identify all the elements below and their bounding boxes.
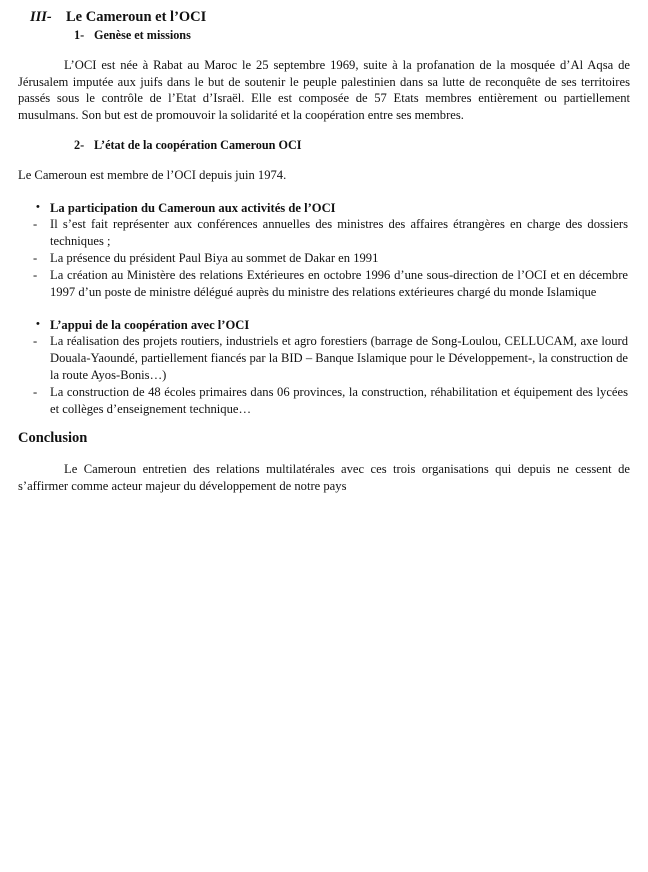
document-content (18, 8, 630, 495)
conclusion-heading: Conclusion (18, 430, 88, 447)
bullet-heading-row (18, 317, 630, 334)
list-item (18, 250, 630, 267)
subsection-title-2: L’état de la coopération Cameroun OCI (94, 137, 302, 152)
paragraph-conclusion: Le Cameroun entretien des relations multilatérales avec ces trois organisations qui depuis ne cessent de s’affirmer comme acteur majeur du développement de notre pays (18, 462, 630, 494)
section-title: Le Cameroun et l’OCI (66, 9, 207, 25)
bullet-heading-appui: L’appui de la coopération avec l’OCI (50, 317, 250, 332)
subsection-heading-1 (18, 28, 630, 44)
subsection-number-1: 1- (74, 27, 85, 42)
bullet-group-appui (18, 317, 630, 418)
section-heading (18, 8, 630, 27)
section-number: III- (30, 9, 52, 25)
list-item (18, 267, 630, 301)
list-item-text: La réalisation des projets routiers, industriels et agro forestiers (barrage de Song-Loulou, CELLUCAM, axe lourd Douala-Yaoundé, partiellement fiancés par la BID – Banque Islamique pour le Développement-, la construction de la route Ayos-Bonis…) (50, 334, 628, 382)
paragraph-genese: L’OCI est née à Rabat au Maroc le 25 septembre 1969, suite à la profanation de la mosquée d’Al Aqsa de Jérusalem imputée aux juifs dans le but de soutenir le peuple palestinien dans sa lutte de reconquête de ses territoires passés sous le contrôle de l’Etat d’Israël. Elle est composée de 57 Etats membres entièrement ou partiellement musulmans. Son but est de promouvoir la solidarité et la coopération entre ses membres. (18, 57, 630, 123)
list-item (18, 384, 630, 418)
list-item-text: Il s’est fait représenter aux conférences annuelles des ministres des affaires étrangères en charge des dossiers techniques ; (50, 217, 628, 249)
list-item (18, 216, 630, 250)
bullet-group-participation (18, 200, 630, 301)
dash-marker-icon: - (33, 384, 38, 399)
list-item-text: La création au Ministère des relations Extérieures en octobre 1996 d’une sous-direction de l’OCI et en décembre 1997 d’un poste de ministre délégué auprès du ministre des relations extérieures chargé du monde Islamique (50, 267, 628, 299)
subsection-heading-2 (18, 138, 630, 154)
bullet-point-icon: • (36, 317, 40, 330)
bullet-heading-row (18, 200, 630, 217)
list-item-text: La présence du président Paul Biya au sommet de Dakar en 1991 (50, 251, 379, 266)
dash-marker-icon: - (33, 334, 38, 349)
subsection-title-1: Genèse et missions (94, 27, 191, 42)
dash-marker-icon: - (33, 267, 38, 282)
dash-marker-icon: - (33, 217, 38, 232)
paragraph-membership: Le Cameroun est membre de l’OCI depuis juin 1974. (18, 167, 287, 182)
bullet-heading-participation: La participation du Cameroun aux activités de l’OCI (50, 200, 336, 215)
list-item-text: La construction de 48 écoles primaires dans 06 provinces, la construction, réhabilitation et équipement des lycées et collèges d’enseignement technique… (50, 384, 628, 416)
bullet-point-icon: • (36, 200, 40, 213)
dash-marker-icon: - (33, 251, 38, 266)
subsection-number-2: 2- (74, 137, 85, 152)
list-item (18, 333, 630, 383)
